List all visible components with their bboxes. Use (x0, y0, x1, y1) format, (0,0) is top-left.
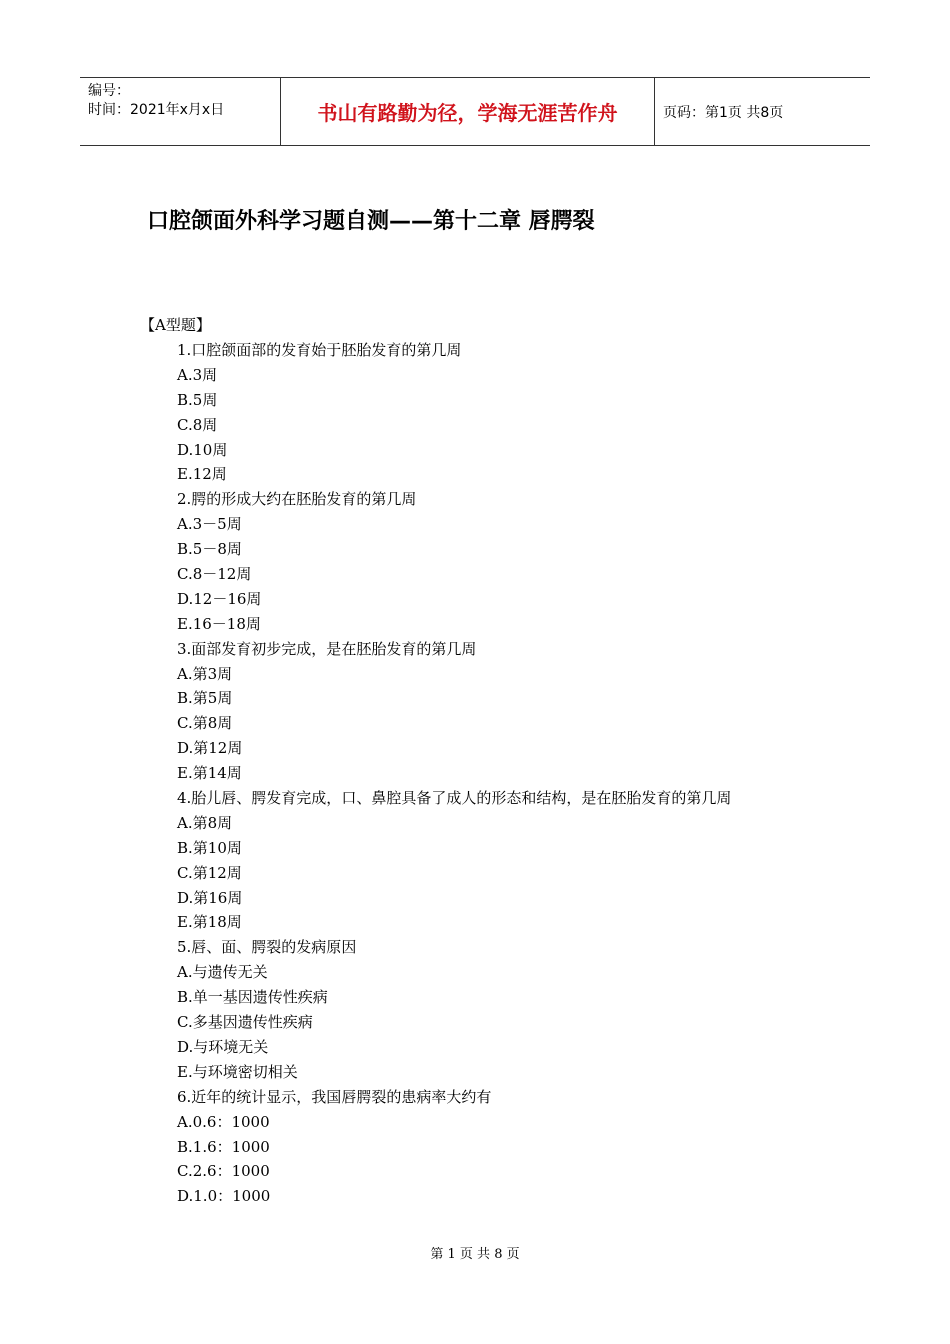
answer-option: C.多基因遗传性疾病 (177, 1013, 313, 1032)
question-stem: 2.腭的形成大约在胚胎发育的第几周 (177, 490, 417, 509)
question-stem: 5.唇、面、腭裂的发病原因 (177, 938, 357, 957)
answer-option: D.10周 (177, 440, 228, 459)
question-stem: 4.胎儿唇、腭发育完成，口、鼻腔具备了成人的形态和结构，是在胚胎发育的第几周 (177, 789, 732, 808)
answer-option: E.12周 (177, 465, 227, 484)
answer-option: C.第8周 (177, 714, 233, 733)
answer-option: D.12－16周 (177, 589, 262, 608)
header-time-label: 时间：2021年x月x日 (88, 102, 225, 118)
question-stem: 6.近年的统计显示，我国唇腭裂的患病率大约有 (177, 1087, 492, 1106)
document-title: 口腔颌面外科学习题自测——第十二章 唇腭裂 (147, 209, 595, 234)
answer-option: C.2.6：1000 (177, 1162, 270, 1181)
answer-option: A.0.6：1000 (177, 1112, 270, 1131)
answer-option: B.单一基因遗传性疾病 (177, 988, 328, 1007)
answer-option: B.5周 (177, 390, 218, 409)
answer-option: A.第8周 (177, 813, 233, 832)
header-motto: 书山有路勤为径，学海无涯苦作舟 (281, 78, 655, 145)
page-footer: 第 1 页 共 8 页 (430, 1247, 520, 1262)
answer-option: C.8周 (177, 415, 218, 434)
answer-option: E.16－18周 (177, 614, 261, 633)
section-label: 【A型题】 (140, 316, 211, 334)
answer-option: D.第16周 (177, 888, 243, 907)
answer-option: A.与遗传无关 (177, 963, 268, 982)
answer-option: C.8－12周 (177, 565, 252, 584)
answer-option: B.第5周 (177, 689, 233, 708)
answer-option: D.第12周 (177, 739, 243, 758)
answer-option: B.第10周 (177, 838, 242, 857)
answer-option: A.3周 (177, 365, 218, 384)
answer-option: E.第14周 (177, 764, 242, 783)
question-stem: 1.口腔颌面部的发育始于胚胎发育的第几周 (177, 341, 462, 359)
question-stem: 3.面部发育初步完成，是在胚胎发育的第几周 (177, 639, 477, 658)
answer-option: E.第18周 (177, 913, 242, 932)
question-list (177, 338, 731, 1209)
page-header (80, 77, 870, 146)
header-page-info: 页码：第1页 共8页 (663, 104, 784, 121)
answer-option: B.5－8周 (177, 540, 242, 559)
answer-option: A.3－5周 (177, 515, 242, 534)
answer-option: E.与环境密切相关 (177, 1062, 298, 1081)
header-meta (80, 78, 281, 145)
answer-option: D.与环境无关 (177, 1037, 269, 1056)
answer-option: B.1.6：1000 (177, 1137, 270, 1156)
header-number-label: 编号： (88, 83, 130, 99)
answer-option: A.第3周 (177, 664, 233, 683)
answer-option: C.第12周 (177, 863, 242, 882)
answer-option: D.1.0：1000 (177, 1187, 271, 1206)
